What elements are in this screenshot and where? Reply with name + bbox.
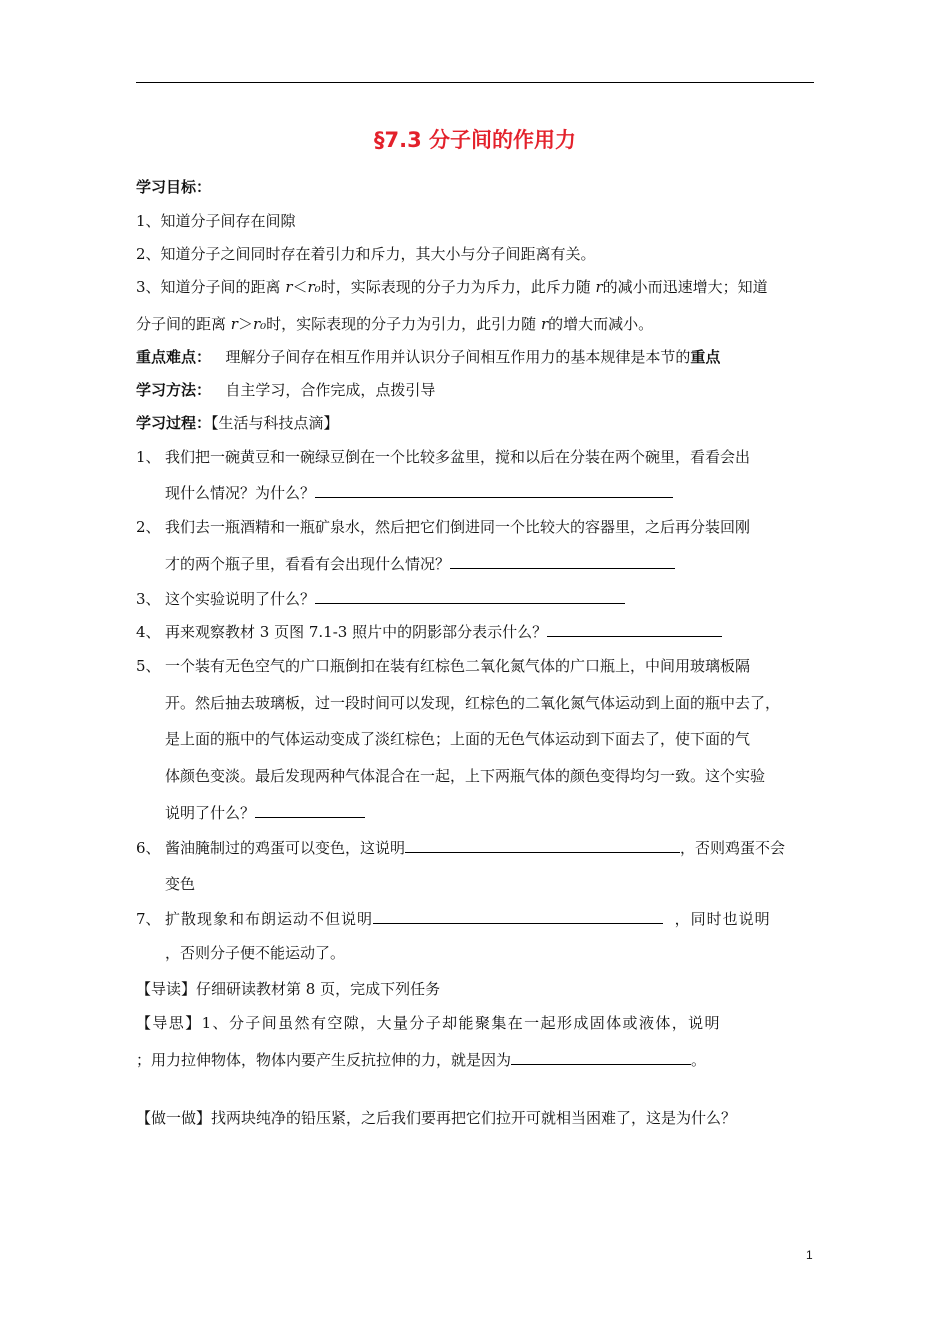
q7-number: 7、 bbox=[136, 910, 161, 928]
goals-heading: 学习目标： bbox=[136, 178, 212, 196]
q1-text-2: 现什么情况？为什么？ bbox=[165, 483, 673, 503]
q5-text-4: 体颜色变淡。最后发现两种气体混合在一起，上下两瓶气体的颜色变得均匀一致。这个实验 bbox=[165, 767, 766, 785]
q4-text: 再来观察教材 3 页图 7.1-3 照片中的阴影部分表示什么？ bbox=[165, 622, 722, 642]
goal-3-line-2: 分子间的距离 r＞r₀时，实际表现的分子力为引力，此引力随 r的增大而减小。 bbox=[136, 315, 654, 333]
answer-blank[interactable] bbox=[405, 838, 680, 853]
answer-blank[interactable] bbox=[315, 483, 673, 498]
q6-text-2: 变色 bbox=[165, 875, 196, 893]
guide-think-2: ；用力拉伸物体，物体内要产生反抗拉伸的力，就是因为 。 bbox=[136, 1051, 707, 1069]
answer-blank[interactable] bbox=[315, 589, 625, 604]
goal-1: 1、知道分子间存在间隙 bbox=[136, 212, 296, 230]
answer-blank[interactable] bbox=[547, 622, 722, 637]
answer-blank[interactable] bbox=[373, 909, 663, 924]
q2-text: 我们去一瓶酒精和一瓶矿泉水，然后把它们倒进同一个比较大的容器里，之后再分装回刚 bbox=[165, 518, 751, 536]
key-points: 重点难点： 理解分子间存在相互作用并认识分子间相互作用力的基本规律是本节的重点 bbox=[136, 348, 721, 366]
learning-method: 学习方法： 自主学习，合作完成，点拨引导 bbox=[136, 381, 436, 399]
q7-text-2: ，否则分子便不能运动了。 bbox=[165, 944, 346, 962]
q1-text: 我们把一碗黄豆和一碗绿豆倒在一个比较多盆里，搅和以后在分装在两个碗里，看看会出 bbox=[165, 448, 751, 466]
q6-text: 酱油腌制过的鸡蛋可以变色，这说明 ，否则鸡蛋不会 bbox=[165, 839, 786, 857]
q5-text-3: 是上面的瓶中的气体运动变成了淡红棕色；上面的无色气体运动到下面去了，使下面的气 bbox=[165, 730, 751, 748]
q5-text: 一个装有无色空气的广口瓶倒扣在装有红棕色二氧化氮气体的广口瓶上，中间用玻璃板隔 bbox=[165, 657, 751, 675]
guide-think: 【导思】1、分子间虽然有空隙，大量分子却能聚集在一起形成固体或液体，说明 bbox=[136, 1014, 721, 1032]
q3-text: 这个实验说明了什么？ bbox=[165, 589, 625, 609]
answer-blank[interactable] bbox=[511, 1050, 691, 1065]
q4-number: 4、 bbox=[136, 623, 161, 641]
q2-number: 2、 bbox=[136, 518, 161, 536]
do-it: 【做一做】找两块纯净的铅压紧，之后我们要再把它们拉开可就相当困难了，这是为什么？ bbox=[136, 1109, 737, 1127]
goal-3-line-1: 3、知道分子间的距离 r＜r₀时，实际表现的分子力为斥力，此斥力随 r的减小而迅速增大；知道 bbox=[136, 278, 768, 296]
guide-read: 【导读】仔细研读教材第 8 页，完成下列任务 bbox=[136, 980, 441, 998]
q7-text: 扩散现象和布朗运动不但说明 ，同时也说明 bbox=[165, 910, 771, 928]
page-number: 1 bbox=[806, 1248, 813, 1262]
goal-2: 2、知道分子之间同时存在着引力和斥力，其大小与分子间距离有关。 bbox=[136, 245, 596, 263]
header-rule bbox=[136, 82, 814, 83]
q2-text-2: 才的两个瓶子里，看看有会出现什么情况？ bbox=[165, 554, 675, 574]
q5-number: 5、 bbox=[136, 657, 161, 675]
answer-blank[interactable] bbox=[255, 803, 365, 818]
q6-number: 6、 bbox=[136, 839, 161, 857]
q5-text-5: 说明了什么？ bbox=[165, 803, 365, 823]
answer-blank[interactable] bbox=[450, 554, 675, 569]
q3-number: 3、 bbox=[136, 590, 161, 608]
page-title: §7.3 分子间的作用力 bbox=[373, 128, 576, 152]
learning-process: 学习过程：【生活与科技点滴】 bbox=[136, 414, 339, 432]
q1-number: 1、 bbox=[136, 448, 161, 466]
q5-text-2: 开。然后抽去玻璃板，过一段时间可以发现，红棕色的二氧化氮气体运动到上面的瓶中去了， bbox=[165, 694, 781, 712]
